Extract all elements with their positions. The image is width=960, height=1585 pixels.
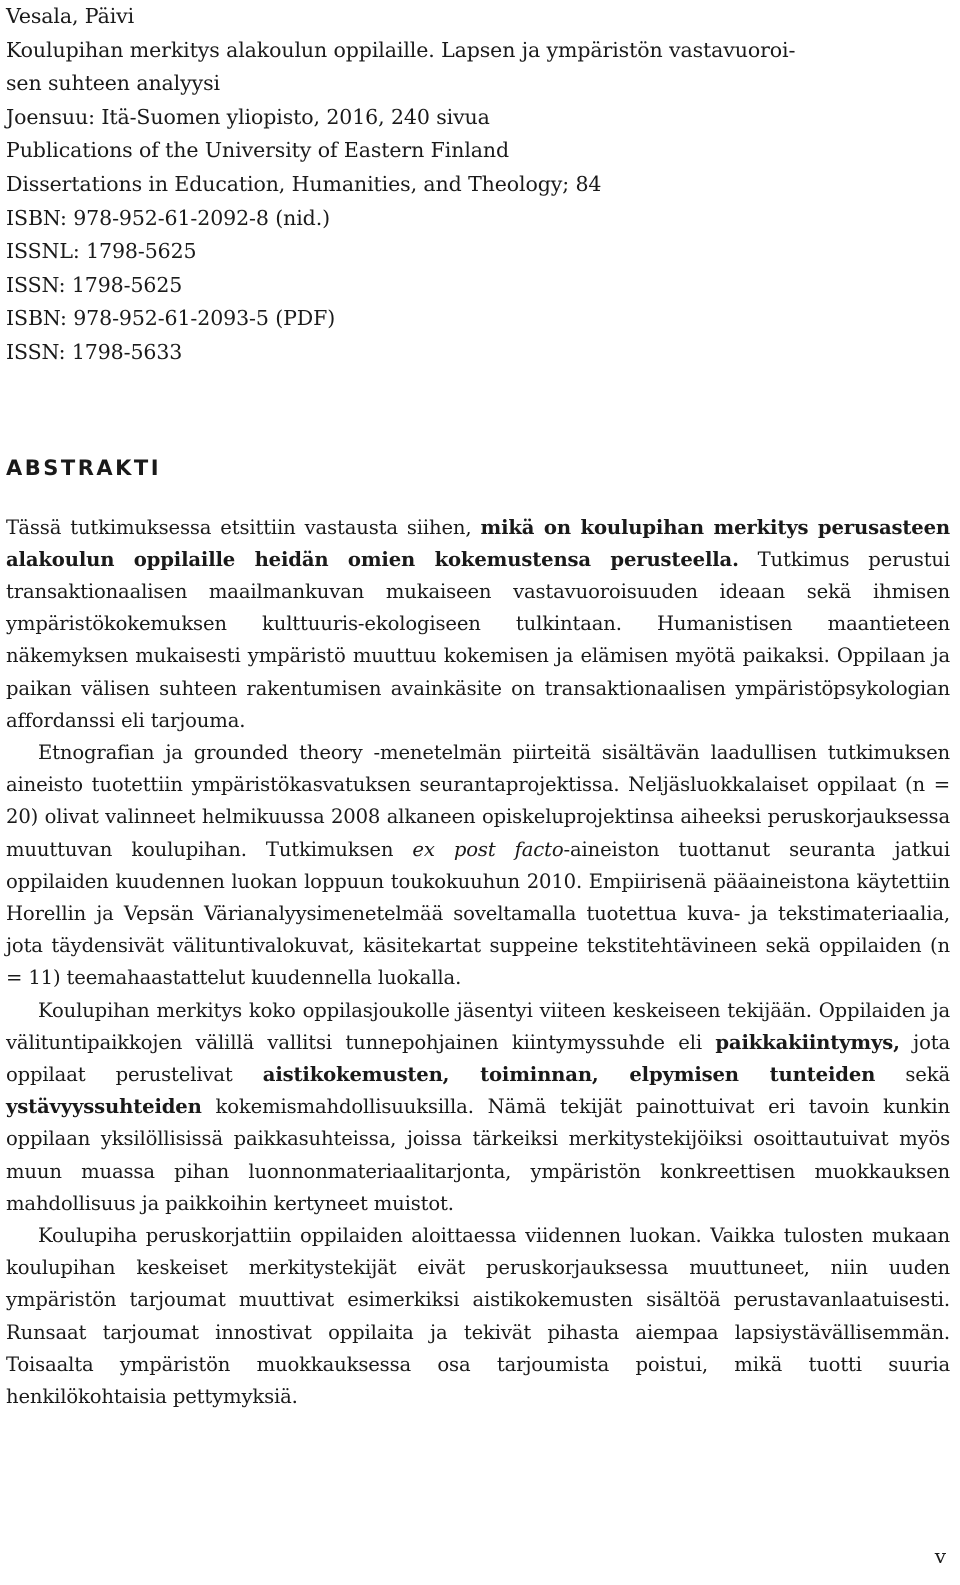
p1-bold-research-question: mikä on koulupihan merkitys perusasteen alakoulun oppilaille heidän omien kokemustensa perusteella. xyxy=(6,515,951,571)
p2-text-b: -aineiston tuottanut seuranta jatkui oppilaiden kuudennen luokan loppuun toukokuuhun 2010. Empiirisenä pääaineistona käytettiin Horellin ja Vepsän Värianalyysimenetelmää soveltamalla tuotettua kuva- ja tekstimateriaalia, jota täydensivät välituntivalokuvat, käsitekartat suppeine tekstitehtävineen sekä oppilaiden (n = 11) teemahaastattelut kuudennella luokalla. xyxy=(6,837,950,990)
p1-text-c: Tutkimus perustui transaktionaalisen maailmankuvan mukaiseen vastavuoroisuuden ideaan sekä ihmisen ympäristökokemuksen kulttuuris-ekologiseen tulkintaan. Humanistisen maantieteen näkemyksen mukaisesti ympäristö muuttuu kokemisen ja elämisen myötä paikaksi. Oppilaan ja paikan välisen suhteen rakentumisen avainkäsite on transaktionaalisen ympäristöpsykologian affordanssi eli tarjouma. xyxy=(6,547,950,732)
series-line-2: Dissertations in Education, Humanities, and Theology; 84 xyxy=(6,171,602,196)
title-line-1: Koulupihan merkitys alakoulun oppilaille. Lapsen ja ympäristön vastavuoroi- xyxy=(6,37,796,62)
publisher: Joensuu: Itä-Suomen yliopisto, 2016, 240 sivua xyxy=(6,104,490,129)
page-number: v xyxy=(934,1544,946,1568)
author: Vesala, Päivi xyxy=(6,4,135,28)
p3-bold-place-attachment: paikkakiintymys, xyxy=(715,1030,900,1054)
issnl: ISSNL: 1798-5625 xyxy=(6,239,197,264)
p2-italic-term: ex post facto xyxy=(412,837,564,861)
p3-text-e: kokemismahdollisuuksilla. Nämä tekijät painottuivat eri tavoin kunkin oppilaan yksilöllisissä paikkasuhteissa, joissa tärkeiksi merkitystekijöiksi osoittautuivat myös muun muassa pihan luonnonmateriaalitarjonta, ympäristön konkreettisen muokkauksen mahdollisuus ja paikkoihin kertyneet muistot. xyxy=(6,1095,950,1215)
p3-bold-factors: aistikokemusten, toiminnan, elpymisen tunteiden xyxy=(262,1062,876,1086)
p3-bold-friendships: ystävyyssuhteiden xyxy=(6,1095,202,1119)
p3-text-d: sekä xyxy=(875,1062,951,1086)
document-page xyxy=(6,0,950,1413)
abstract-paragraph-1 xyxy=(6,512,950,737)
series-line-1: Publications of the University of Eastern Finland xyxy=(6,138,510,163)
p3-text-c: jota oppilaat perustelivat xyxy=(6,1030,951,1086)
p1-text-a: Tässä tutkimuksessa etsittiin vastausta siihen, xyxy=(6,515,481,539)
isbn-print: ISBN: 978-952-61-2092-8 (nid.) xyxy=(6,205,331,230)
bibliographic-info xyxy=(6,0,950,370)
abstract-paragraph-4: Koulupiha peruskorjattiin oppilaiden aloittaessa viidennen luokan. Vaikka tulosten mukaan koulupihan keskeiset merkitystekijät eivät peruskorjauksessa muuttuneet, niin uuden ympäristön tarjoumat muuttivat esimerkiksi aistikokemusten sisältöä perustavanlaatuisesti. Runsaat tarjoumat innostivat oppilaita ja tekivät pihasta aiempaa lapsiystävällisemmän. Toisaalta ympäristön muokkauksessa osa tarjoumista poistui, mikä tuotti suuria henkilökohtaisia pettymyksiä. xyxy=(6,1224,950,1409)
p2-text-a: Etnografian ja grounded theory -menetelmän piirteitä sisältävän laadullisen tutkimuksen aineisto tuotettiin ympäristökasvatuksen seurantaprojektissa. Neljäsluokkalaiset oppilaat (n = 20) olivat valinneet helmikuussa 2008 alkaneen opiskeluprojektinsa aiheeksi peruskorjauksessa muuttuvan koulupihan. Tutkimuksen xyxy=(6,740,950,861)
issn-print: ISSN: 1798-5625 xyxy=(6,272,183,297)
abstract-body xyxy=(6,512,950,1414)
abstract-paragraph-2 xyxy=(6,737,950,995)
abstract-paragraph-3 xyxy=(6,995,950,1220)
isbn-pdf: ISBN: 978-952-61-2093-5 (PDF) xyxy=(6,306,336,331)
abstract-heading: ABSTRAKTI xyxy=(6,455,162,480)
p3-text-a: Koulupihan merkitys koko oppilasjoukolle jäsentyi viiteen keskeiseen tekijään. Oppilaiden ja välituntipaikkojen välillä vallitsi tunnepohjainen kiintymyssuhde eli xyxy=(6,998,950,1054)
title-line-2: sen suhteen analyysi xyxy=(6,71,220,96)
issn-pdf: ISSN: 1798-5633 xyxy=(6,339,183,364)
